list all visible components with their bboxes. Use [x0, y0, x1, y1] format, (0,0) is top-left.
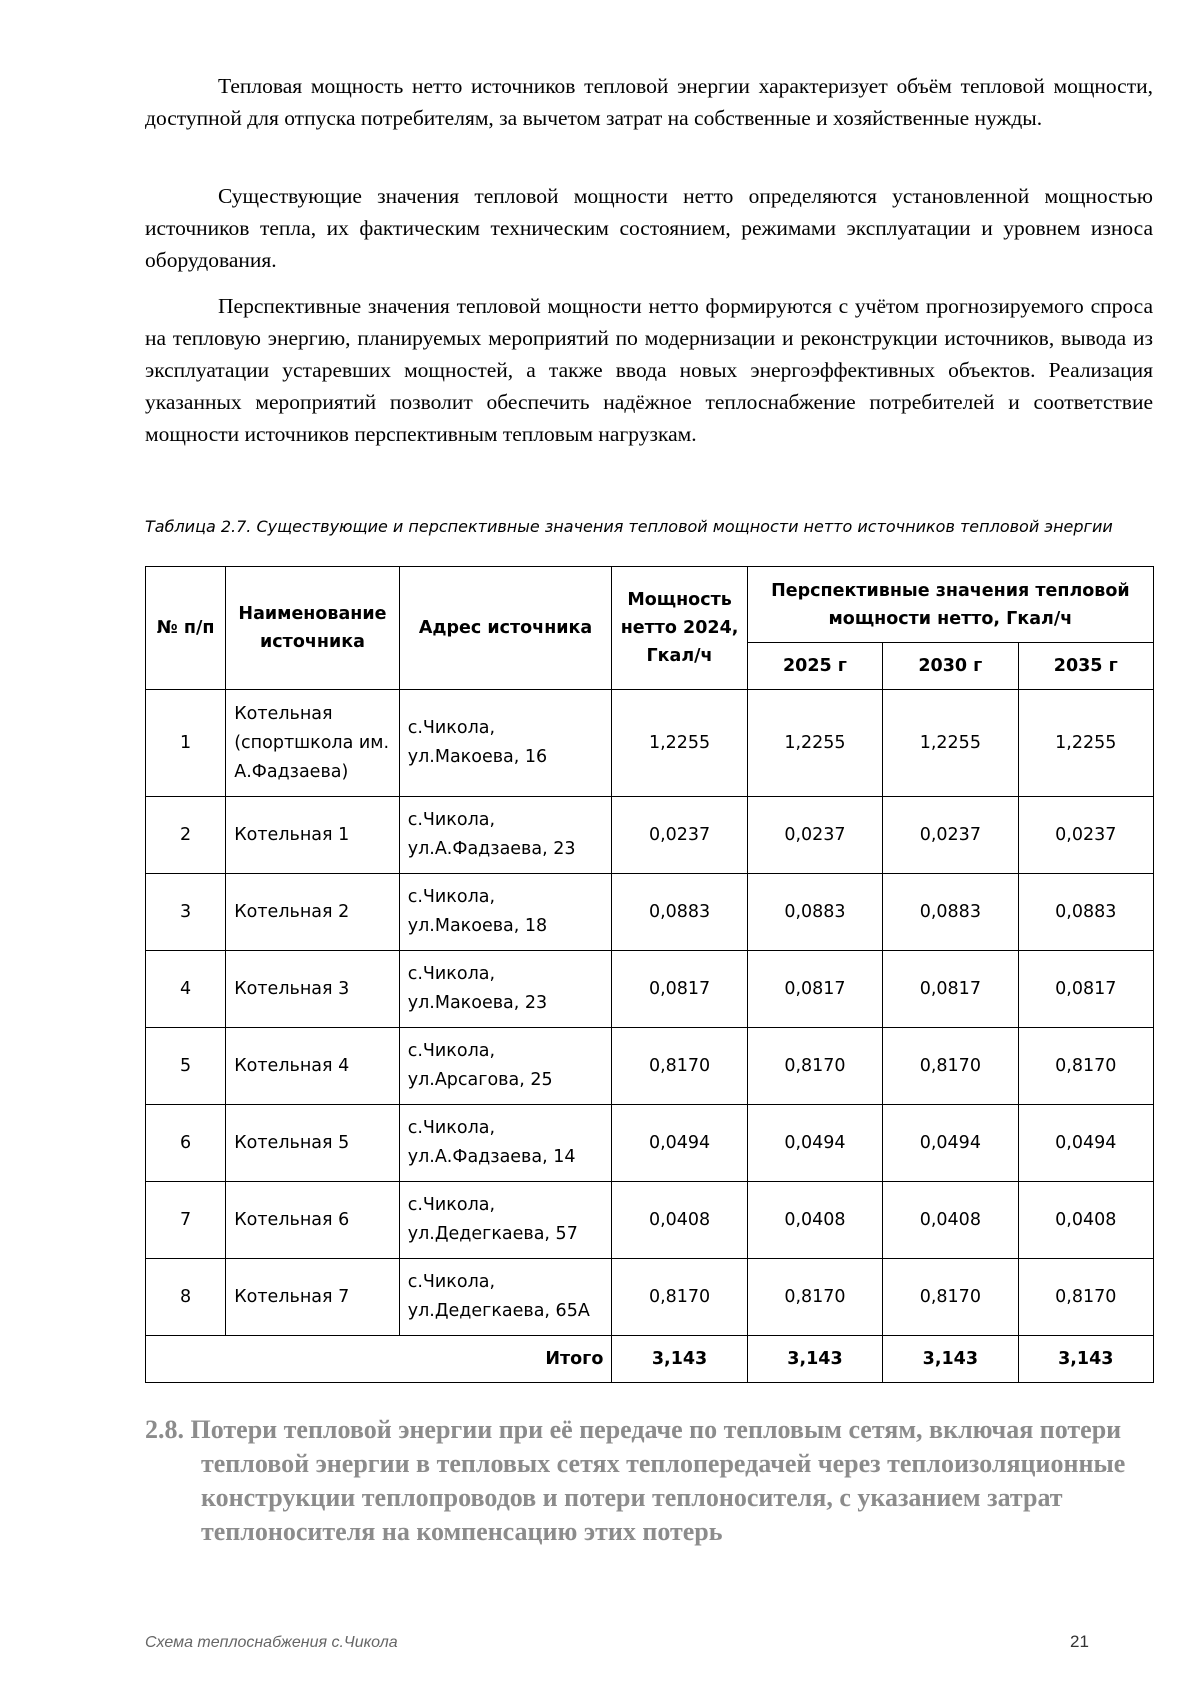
- cell-power-2035: 0,0494: [1018, 1105, 1153, 1182]
- cell-power-2025: 1,2255: [747, 690, 882, 797]
- table-row: [146, 874, 1154, 951]
- cell-power-2035: 0,8170: [1018, 1259, 1153, 1336]
- cell-name: Котельная 6: [226, 1182, 400, 1259]
- cell-address: с.Чикола, ул.А.Фадзаева, 23: [399, 797, 612, 874]
- total-label-text: Итого: [545, 1348, 604, 1369]
- cell-num: 4: [146, 951, 226, 1028]
- cell-address: с.Чикола, ул.Макоева, 23: [399, 951, 612, 1028]
- cell-power-2024: 0,0883: [612, 874, 747, 951]
- cell-power-2030: 0,0494: [883, 1105, 1018, 1182]
- cell-power-2025: 0,0883: [747, 874, 882, 951]
- paragraph-1: Тепловая мощность нетто источников тепловой энергии характеризует объём тепловой мощности, доступной для отпуска потребителям, за вычетом затрат на собственные и хозяйственные нужды.: [145, 74, 1153, 130]
- heat-capacity-table: [145, 566, 1154, 1383]
- cell-power-2025: 0,8170: [747, 1259, 882, 1336]
- cell-power-2024: 0,0237: [612, 797, 747, 874]
- cell-address: с.Чикола, ул.Дедегкаева, 57: [399, 1182, 612, 1259]
- cell-power-2030: 1,2255: [883, 690, 1018, 797]
- cell-power-2024: 0,8170: [612, 1028, 747, 1105]
- paragraph-2: Существующие значения тепловой мощности нетто определяются установленной мощностью источников тепла, их фактическим техническим состоянием, режимами эксплуатации и уровнем износа оборудования.: [145, 184, 1153, 272]
- paragraph-3: Перспективные значения тепловой мощности нетто формируются с учётом прогнозируемого спроса на тепловую энергию, планируемых мероприятий по модернизации и реконструкции источников, вывода из эксплуатации устаревших мощностей, а также ввода новых энергоэффективных объектов. Реализация указанных мероприятий позволит обеспечить надёжное теплоснабжение потребителей и соответствие мощности источников перспективным тепловым нагрузкам.: [145, 294, 1153, 446]
- cell-num: 6: [146, 1105, 226, 1182]
- footer-page-number: 21: [1070, 1632, 1089, 1651]
- cell-num: 7: [146, 1182, 226, 1259]
- cell-power-2030: 0,8170: [883, 1259, 1018, 1336]
- cell-name: Котельная 3: [226, 951, 400, 1028]
- table-row: [146, 690, 1154, 797]
- cell-power-2025: 0,0494: [747, 1105, 882, 1182]
- cell-name: Котельная 7: [226, 1259, 400, 1336]
- cell-power-2030: 0,8170: [883, 1028, 1018, 1105]
- header-address: Адрес источника: [399, 567, 612, 690]
- table-row: [146, 1182, 1154, 1259]
- section-heading: 2.8. Потери тепловой энергии при её передаче по тепловым сетям, включая потери тепловой энергии в тепловых сетях теплопередачей через теплоизоляционные конструкции теплопроводов и потери теплоносителя, с указанием затрат теплоносителя на компенсацию этих потерь: [145, 1415, 1126, 1546]
- table-row: [146, 1028, 1154, 1105]
- cell-power-2024: 0,0494: [612, 1105, 747, 1182]
- total-2030: 3,143: [883, 1336, 1018, 1383]
- header-name: Наименование источника: [226, 567, 400, 690]
- cell-power-2025: 0,8170: [747, 1028, 882, 1105]
- cell-power-2024: 1,2255: [612, 690, 747, 797]
- total-label: [146, 1336, 612, 1383]
- header-perspective: Перспективные значения тепловой мощности нетто, Гкал/ч: [747, 567, 1153, 643]
- total-2024: 3,143: [612, 1336, 747, 1383]
- cell-address: с.Чикола, ул.Макоева, 18: [399, 874, 612, 951]
- cell-power-2035: 0,0237: [1018, 797, 1153, 874]
- cell-power-2030: 0,0237: [883, 797, 1018, 874]
- table-row: [146, 797, 1154, 874]
- cell-address: с.Чикола, ул.А.Фадзаева, 14: [399, 1105, 612, 1182]
- cell-power-2024: 0,0817: [612, 951, 747, 1028]
- cell-power-2025: 0,0817: [747, 951, 882, 1028]
- cell-name: Котельная (спортшкола им. А.Фадзаева): [226, 690, 400, 797]
- cell-power-2025: 0,0408: [747, 1182, 882, 1259]
- table-row: [146, 1105, 1154, 1182]
- cell-num: 5: [146, 1028, 226, 1105]
- cell-address: с.Чикола, ул.Дедегкаева, 65А: [399, 1259, 612, 1336]
- cell-name: Котельная 4: [226, 1028, 400, 1105]
- cell-name: Котельная 2: [226, 874, 400, 951]
- cell-num: 8: [146, 1259, 226, 1336]
- cell-power-2035: 0,0817: [1018, 951, 1153, 1028]
- cell-power-2030: 0,0883: [883, 874, 1018, 951]
- header-2035: 2035 г: [1018, 643, 1153, 690]
- header-num: № п/п: [146, 567, 226, 690]
- header-2025: 2025 г: [747, 643, 882, 690]
- cell-address: с.Чикола, ул.Макоева, 16: [399, 690, 612, 797]
- total-2025: 3,143: [747, 1336, 882, 1383]
- table-caption: Таблица 2.7. Существующие и перспективные значения тепловой мощности нетто источников тепловой энергии: [145, 517, 1113, 536]
- cell-name: Котельная 5: [226, 1105, 400, 1182]
- cell-power-2024: 0,0408: [612, 1182, 747, 1259]
- header-power-2024: Мощность нетто 2024, Гкал/ч: [612, 567, 747, 690]
- cell-num: 2: [146, 797, 226, 874]
- cell-power-2025: 0,0237: [747, 797, 882, 874]
- cell-power-2035: 0,8170: [1018, 1028, 1153, 1105]
- header-2030: 2030 г: [883, 643, 1018, 690]
- cell-num: 1: [146, 690, 226, 797]
- cell-address: с.Чикола, ул.Арсагова, 25: [399, 1028, 612, 1105]
- cell-power-2030: 0,0817: [883, 951, 1018, 1028]
- footer-doc-title: Схема теплоснабжения с.Чикола: [145, 1634, 398, 1651]
- cell-name: Котельная 1: [226, 797, 400, 874]
- cell-num: 3: [146, 874, 226, 951]
- cell-power-2035: 0,0883: [1018, 874, 1153, 951]
- total-row: [146, 1336, 1154, 1383]
- cell-power-2035: 1,2255: [1018, 690, 1153, 797]
- table-row: [146, 951, 1154, 1028]
- cell-power-2024: 0,8170: [612, 1259, 747, 1336]
- total-2035: 3,143: [1018, 1336, 1153, 1383]
- cell-power-2035: 0,0408: [1018, 1182, 1153, 1259]
- table-row: [146, 1259, 1154, 1336]
- cell-power-2030: 0,0408: [883, 1182, 1018, 1259]
